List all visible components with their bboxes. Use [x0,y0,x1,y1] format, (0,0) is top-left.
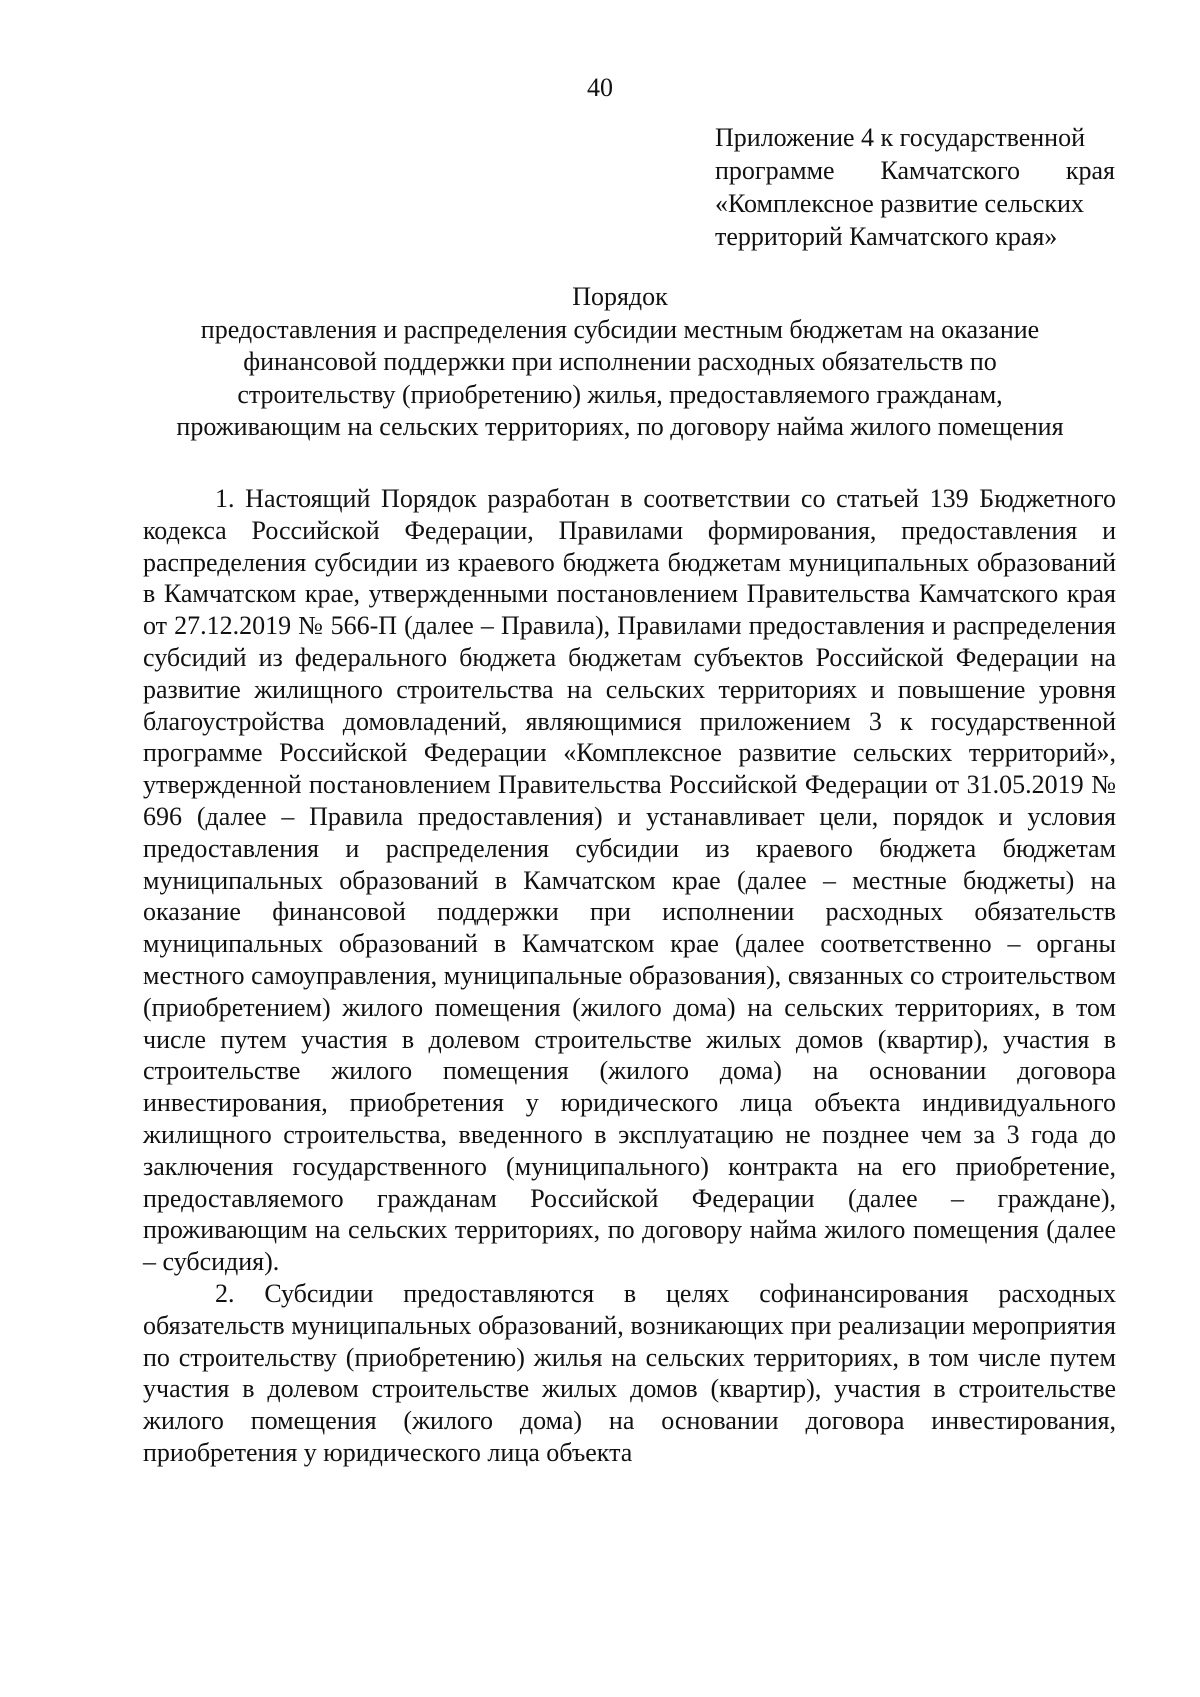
paragraph-2: 2. Субсидии предоставляются в целях софинансирования расходных обязательств муниципальных образований, возникающих при реализации мероприятия по строительству (приобретению) жилья на сельских территориях, в том числе путем участия в долевом строительстве жилых домов (квартир), участия в строительстве жилого помещения (жилого дома) на основании договора инвестирования, приобретения у юридического лица объекта [143,1278,1116,1467]
title-heading: Порядок [572,282,668,311]
appendix-reference [715,121,1115,253]
title-line: предоставления и распределения субсидии местным бюджетам на оказание [200,314,1040,344]
appendix-line: Приложение 4 к государственной [715,123,1085,152]
appendix-line: программе Камчатского края [715,156,1115,185]
document-title [120,281,1120,444]
appendix-line: территорий Камчатского края» [715,222,1058,251]
document-body [143,483,1116,1469]
title-line: проживающим на сельских территориях, по договору найма жилого помещения [176,412,1064,441]
title-line: финансовой поддержки при исполнении расходных обязательств по [243,347,997,376]
page-number: 40 [587,73,613,102]
appendix-line: «Комплексное развитие сельских [715,189,1084,218]
title-line: строительству (приобретению) жилья, предоставляемого гражданам, [237,379,1003,409]
paragraph-1: 1. Настоящий Порядок разработан в соответствии со статьей 139 Бюджетного кодекса Российской Федерации, Правилами формирования, предоставления и распределения субсидии из краевого бюджета бюджетам муниципальных образований в Камчатском крае, утвержденными постановлением Правительства Камчатского края от 27.12.2019 № 566-П (далее – Правила), Правилами предоставления и распределения субсидий из федерального бюджета бюджетам субъектов Российской Федерации на развитие жилищного строительства на сельских территориях и повышение уровня благоустройства домовладений, являющимися приложением 3 к государственной программе Российской Федерации «Комплексное развитие сельских территорий», утвержденной постановлением Правительства Российской Федерации от 31.05.2019 № 696 (далее – Правила предоставления) и устанавливает цели, порядок и условия предоставления и распределения субсидии из краевого бюджета бюджетам муниципальных образований в Камчатском крае (далее – местные бюджеты) на оказание финансовой поддержки при исполнении расходных обязательств муниципальных образований в Камчатском крае (далее соответственно – органы местного самоуправления, муниципальные образования), связанных со строительством (приобретением) жилого помещения (жилого дома) на сельских территориях, в том числе путем участия в долевом строительстве жилых домов (квартир), участия в строительстве жилого помещения (жилого дома) на основании договора инвестирования, приобретения у юридического лица объекта индивидуального жилищного строительства, введенного в эксплуатацию не позднее чем за 3 года до заключения государственного (муниципального) контракта на его приобретение, предоставляемого гражданам Российской Федерации (далее – граждане), проживающим на сельских территориях, по договору найма жилого помещения (далее – субсидия). [143,484,1116,1277]
